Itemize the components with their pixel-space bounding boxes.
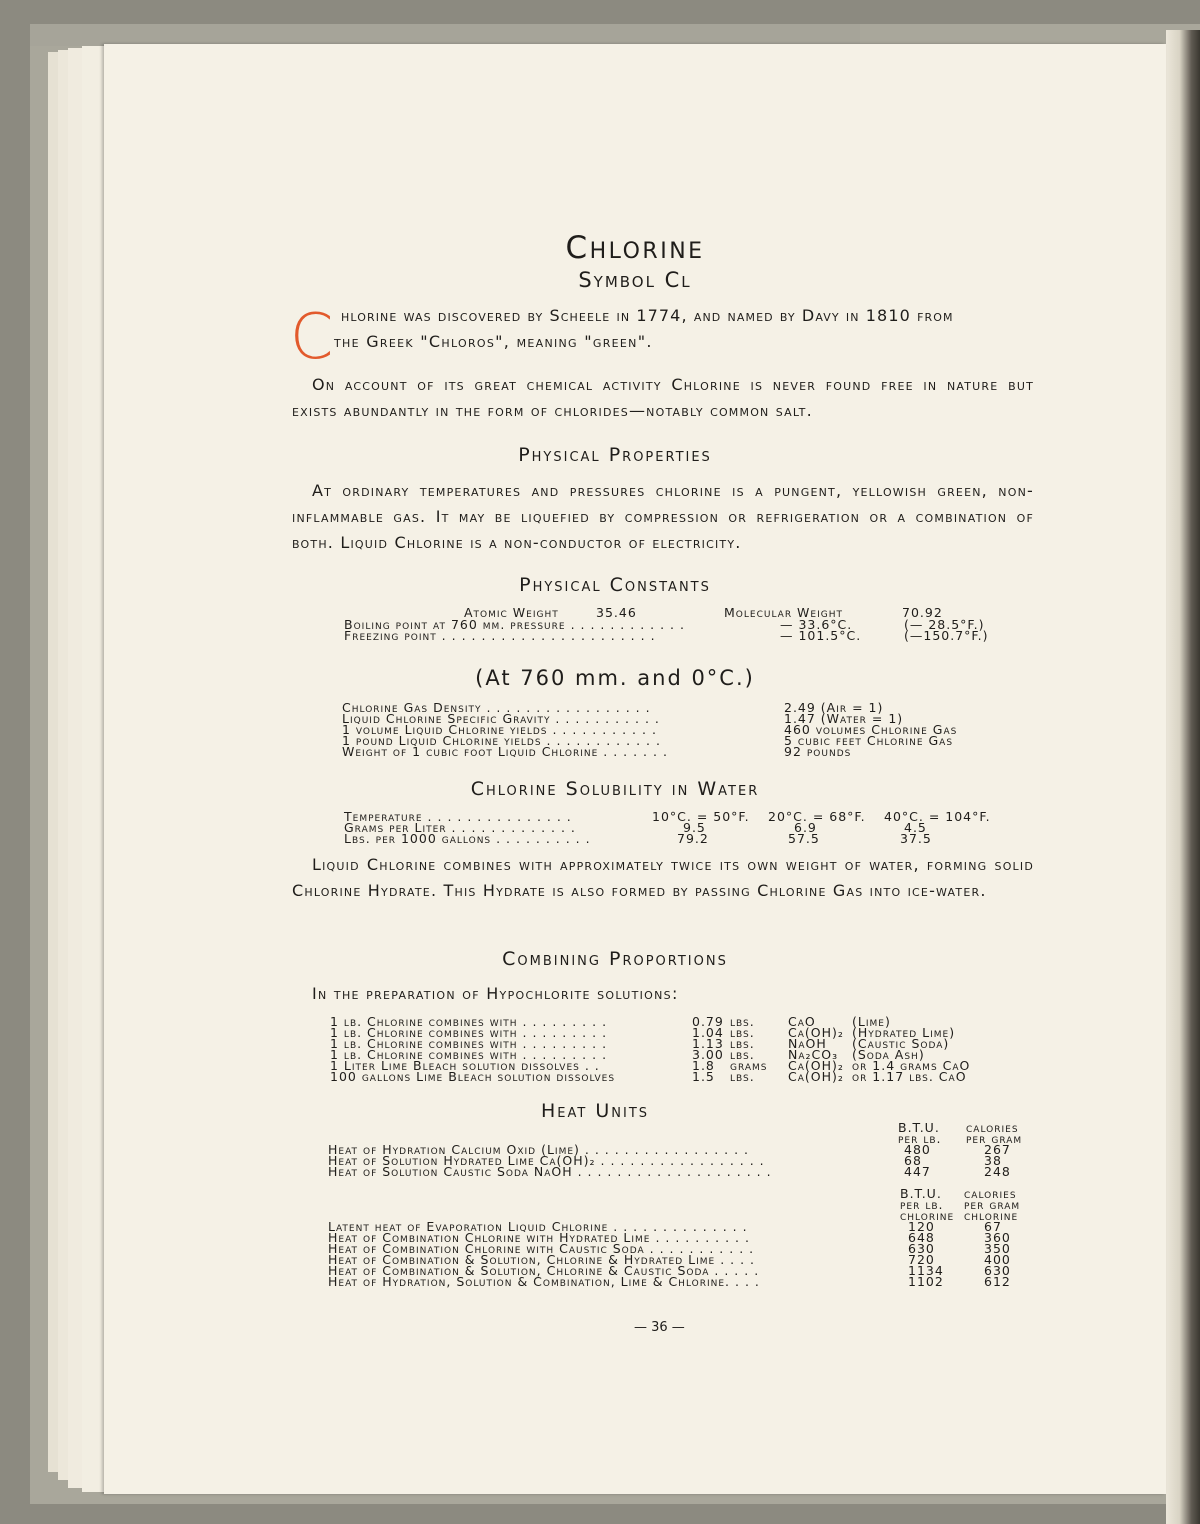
combining-row-unit: lbs.: [730, 1069, 755, 1084]
heat-row-btu: 1102: [908, 1274, 944, 1289]
heat-row-btu: 1134: [908, 1263, 944, 1278]
heat-row-label: Latent heat of Evaporation Liquid Chlorine . . . . . . . . . . . . . .: [328, 1219, 748, 1234]
heat-col-header: per gram: [966, 1131, 1023, 1146]
heat-units-heading: Heat Units: [540, 1100, 650, 1122]
molecular-weight-value: 70.92: [902, 605, 943, 620]
constant-row-label: Freezing point . . . . . . . . . . . . . . . . . . . . . .: [344, 628, 656, 643]
combining-row-note: or 1.17 lbs. CaO: [852, 1069, 967, 1084]
combining-row-qty: 1.5: [692, 1069, 715, 1084]
heat-row-label: Heat of Hydration, Solution & Combination, Lime & Chlorine. . . .: [328, 1274, 760, 1289]
heat-col-header: per gram: [964, 1197, 1021, 1212]
heat-row-btu: 720: [908, 1252, 935, 1267]
heat-row-label: Heat of Solution Caustic Soda NaOH . . . . . . . . . . . . . . . . . . . .: [328, 1164, 772, 1179]
constant-row-celsius: — 101.5°C.: [780, 628, 862, 643]
hydrate-paragraph: Liquid Chlorine combines with approximately twice its own weight of water, forming solid Chlorine Hydrate. This Hydrate is also formed by passing Chlorine Gas into ice-water.: [292, 855, 1034, 900]
page-title: Chlorine: [565, 230, 705, 266]
combining-row-label: 1 lb. Chlorine combines with . . . . . . . . .: [330, 1014, 608, 1029]
combining-row-qty: 1.13: [692, 1036, 724, 1051]
heat-row-cal: 38: [984, 1153, 1002, 1168]
heat-col-header: per lb.: [900, 1197, 944, 1212]
heat-row-label: Heat of Solution Hydrated Lime Ca(OH)₂ . . . . . . . . . . . . . . . . .: [328, 1153, 765, 1168]
conditions-row-value: 2.49 (Air = 1): [784, 700, 884, 715]
solubility-value: 10°C. = 50°F.: [652, 809, 750, 824]
heat-row-cal: 630: [984, 1263, 1011, 1278]
solubility-value: 40°C. = 104°F.: [884, 809, 991, 824]
molecular-weight-label: Molecular Weight: [724, 605, 843, 620]
combining-row-qty: 1.04: [692, 1025, 724, 1040]
conditions-row-value: 1.47 (Water = 1): [784, 711, 904, 726]
combining-row-unit: lbs.: [730, 1036, 755, 1051]
book-spine-shadow: [1166, 30, 1200, 1524]
conditions-row-label: Weight of 1 cubic foot Liquid Chlorine . . . . . . .: [342, 744, 668, 759]
heat-col-header: chlorine: [900, 1208, 955, 1223]
heat-col-header: chlorine: [964, 1208, 1019, 1223]
combining-row-note: or 1.4 grams CaO: [852, 1058, 971, 1073]
constant-row-fahrenheit: (— 28.5°F.): [904, 617, 985, 632]
conditions-row-value: 5 cubic feet Chlorine Gas: [784, 733, 954, 748]
physical-properties-heading: Physical Properties: [518, 444, 712, 466]
combining-row-note: (Lime): [852, 1014, 891, 1029]
combining-row-formula: Ca(OH)₂: [788, 1025, 844, 1040]
heat-row-cal: 248: [984, 1164, 1011, 1179]
combining-row-note: (Soda Ash): [852, 1047, 925, 1062]
heat-row-btu: 648: [908, 1230, 935, 1245]
conditions-row-value: 460 volumes Chlorine Gas: [784, 722, 958, 737]
combining-row-label: 1 Liter Lime Bleach solution dissolves . .: [330, 1058, 600, 1073]
constant-row-fahrenheit: (—150.7°F.): [904, 628, 989, 643]
heat-row-cal: 67: [984, 1219, 1002, 1234]
constant-row-celsius: — 33.6°C.: [780, 617, 853, 632]
atomic-weight-label: Atomic Weight: [464, 605, 559, 620]
combining-row-qty: 0.79: [692, 1014, 724, 1029]
solubility-row-label: Temperature . . . . . . . . . . . . . . .: [344, 809, 572, 824]
solubility-value: 6.9: [794, 820, 817, 835]
drop-cap: C: [290, 300, 334, 373]
heat-row-label: Heat of Combination & Solution, Chlorine & Caustic Soda . . . . .: [328, 1263, 760, 1278]
intro-line-1: hlorine was discovered by Scheele in 1774, and named by Davy in 1810 from: [341, 306, 954, 325]
combining-heading: Combining Proportions: [502, 948, 728, 970]
page-subtitle: Symbol Cl: [578, 268, 692, 292]
intro-line-2: the Greek "Chloros", meaning "green".: [334, 332, 653, 351]
solubility-value: 79.2: [677, 831, 709, 846]
heat-col-header: B.T.U.: [898, 1120, 940, 1135]
combining-row-formula: CaO: [788, 1014, 816, 1029]
heat-row-label: Heat of Combination Chlorine with Caustic Soda . . . . . . . . . . .: [328, 1241, 755, 1256]
physical-properties-paragraph: At ordinary temperatures and pressures chlorine is a pungent, yellowish green, non-inflammable gas. It may be liquefied by compression or refrigeration or a combination of both. Liquid Chlorine is a non-conductor of electricity.: [292, 481, 1034, 552]
heat-row-btu: 447: [904, 1164, 931, 1179]
heat-col-header: calories: [966, 1120, 1019, 1135]
combining-row-unit: lbs.: [730, 1025, 755, 1040]
cover-top-edge: [30, 24, 860, 46]
heat-row-btu: 630: [908, 1241, 935, 1256]
solubility-value: 20°C. = 68°F.: [768, 809, 866, 824]
conditions-row-label: Liquid Chlorine Specific Gravity . . . . . . . . . . .: [342, 711, 660, 726]
physical-constants-heading: Physical Constants: [519, 574, 711, 596]
combining-row-note: (Hydrated Lime): [852, 1025, 956, 1040]
heat-row-cal: 400: [984, 1252, 1011, 1267]
heat-col-header: B.T.U.: [900, 1186, 942, 1201]
occurrence-paragraph: On account of its great chemical activity Chlorine is never found free in nature but exists abundantly in the form of chlorides—notably common salt.: [292, 375, 1034, 420]
combining-intro: In the preparation of Hypochlorite solutions:: [312, 984, 679, 1003]
combining-row-unit: lbs.: [730, 1014, 755, 1029]
combining-row-unit: grams: [730, 1058, 768, 1073]
conditions-row-label: Chlorine Gas Density . . . . . . . . . . . . . . . . .: [342, 700, 651, 715]
combining-row-label: 1 lb. Chlorine combines with . . . . . . . . .: [330, 1047, 608, 1062]
heat-col-header: calories: [964, 1186, 1017, 1201]
solubility-row-label: Grams per Liter . . . . . . . . . . . . .: [344, 820, 576, 835]
heat-row-btu: 68: [904, 1153, 922, 1168]
conditions-heading: (At 760 mm. and 0°C.): [475, 666, 755, 690]
heat-row-btu: 120: [908, 1219, 935, 1234]
combining-row-note: (Caustic Soda): [852, 1036, 950, 1051]
combining-row-formula: Ca(OH)₂: [788, 1069, 844, 1084]
document-page: [104, 44, 1166, 1494]
combining-row-unit: lbs.: [730, 1047, 755, 1062]
combining-row-label: 100 gallons Lime Bleach solution dissolves: [330, 1069, 616, 1084]
heat-row-cal: 267: [984, 1142, 1011, 1157]
heat-row-cal: 612: [984, 1274, 1011, 1289]
heat-row-label: Heat of Combination Chlorine with Hydrated Lime . . . . . . . . . .: [328, 1230, 750, 1245]
heat-row-label: Heat of Hydration Calcium Oxid (Lime) . . . . . . . . . . . . . . . . .: [328, 1142, 750, 1157]
solubility-value: 57.5: [788, 831, 820, 846]
combining-row-formula: Na₂CO₃: [788, 1047, 839, 1062]
heat-row-label: Heat of Combination & Solution, Chlorine & Hydrated Lime . . . .: [328, 1252, 756, 1267]
combining-row-qty: 1.8: [692, 1058, 715, 1073]
conditions-row-label: 1 pound Liquid Chlorine yields . . . . . . . . . . . .: [342, 733, 661, 748]
combining-row-formula: NaOH: [788, 1036, 827, 1051]
heat-row-cal: 360: [984, 1230, 1011, 1245]
solubility-heading: Chlorine Solubility in Water: [470, 778, 760, 800]
combining-row-label: 1 lb. Chlorine combines with . . . . . . . . .: [330, 1036, 608, 1051]
atomic-weight-value: 35.46: [596, 605, 637, 620]
combining-row-formula: Ca(OH)₂: [788, 1058, 844, 1073]
combining-row-label: 1 lb. Chlorine combines with . . . . . . . . .: [330, 1025, 608, 1040]
solubility-value: 37.5: [900, 831, 932, 846]
heat-row-btu: 480: [904, 1142, 931, 1157]
solubility-value: 9.5: [683, 820, 706, 835]
solubility-row-label: Lbs. per 1000 gallons . . . . . . . . . .: [344, 831, 591, 846]
page-number: — 36 —: [634, 1320, 685, 1335]
heat-col-header: per lb.: [898, 1131, 942, 1146]
solubility-value: 4.5: [904, 820, 927, 835]
heat-row-cal: 350: [984, 1241, 1011, 1256]
constant-row-label: Boiling point at 760 mm. pressure . . . . . . . . . . . .: [344, 617, 685, 632]
conditions-row-label: 1 volume Liquid Chlorine yields . . . . . . . . . . .: [342, 722, 657, 737]
conditions-row-value: 92 pounds: [784, 744, 852, 759]
combining-row-qty: 3.00: [692, 1047, 724, 1062]
